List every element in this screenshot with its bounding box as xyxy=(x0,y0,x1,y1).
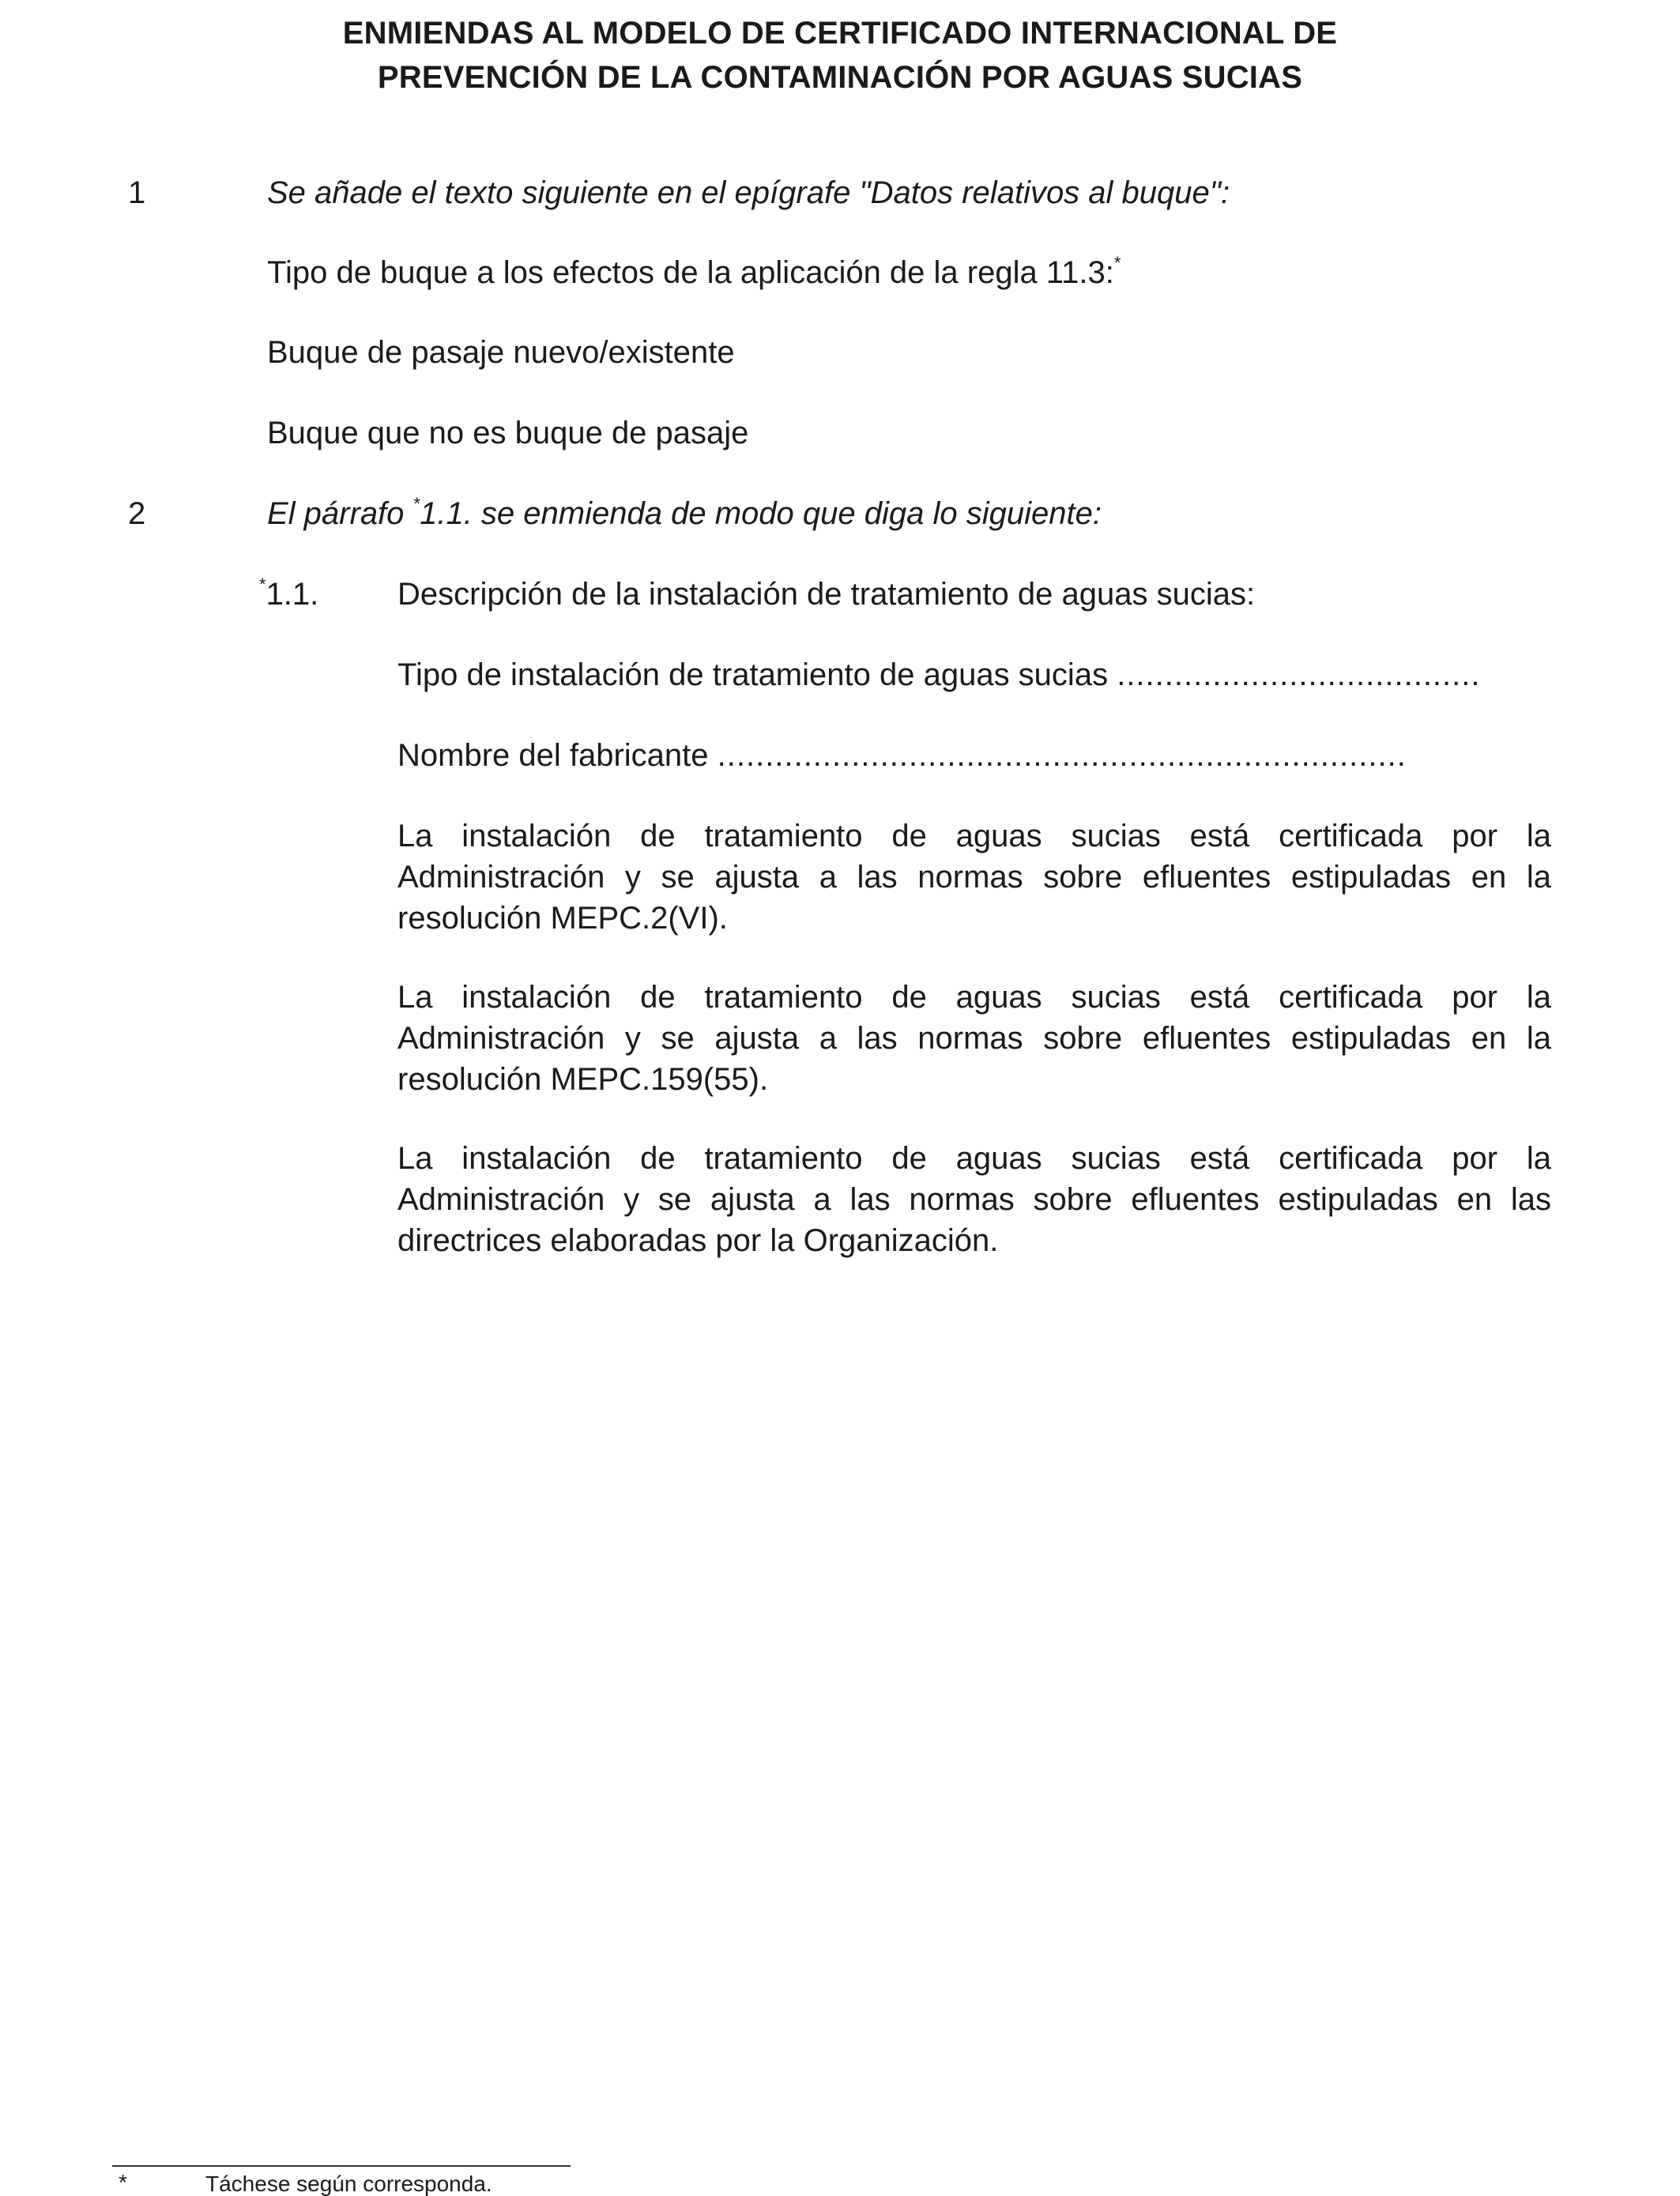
footnote-ref: * xyxy=(412,494,420,514)
footnote-rule xyxy=(112,2165,571,2167)
ship-type-label-text: Tipo de buque a los efectos de la aplicación de la regla 11.3: xyxy=(267,255,1114,290)
footnote-text: Táchese según corresponda. xyxy=(205,2172,492,2196)
certification-option-2: La instalación de tratamiento de aguas sucias está certificada por la Administración y se ajusta a las normas sobre efluentes estipuladas en la resolución MEPC.159(55). xyxy=(397,980,1551,1097)
item-1-intro: Se añade el texto siguiente en el epígrafe "Datos relativos al buque": xyxy=(267,175,1230,210)
field-plant-type-dots: ...................................... xyxy=(1117,657,1481,692)
item-2-intro-before: El párrafo xyxy=(267,496,413,531)
field-manufacturer xyxy=(397,736,1407,775)
sub-section-number xyxy=(259,574,318,614)
sub-section-number-text: 1.1. xyxy=(266,577,319,612)
field-plant-type-label: Tipo de instalación de tratamiento de aguas sucias xyxy=(397,657,1109,692)
footnote-ref: * xyxy=(259,574,266,594)
item-1-number: 1 xyxy=(128,175,146,210)
ship-option-non-passenger: Buque que no es buque de pasaje xyxy=(267,416,749,450)
field-manufacturer-dots: ........................................................................ xyxy=(717,738,1407,773)
footnote-ref: * xyxy=(1113,253,1121,273)
title-line-1: ENMIENDAS AL MODELO DE CERTIFICADO INTERNACIONAL DE xyxy=(342,16,1338,51)
ship-option-passenger: Buque de pasaje nuevo/existente xyxy=(267,335,735,370)
item-2-number: 2 xyxy=(128,496,146,531)
footnote-mark: * xyxy=(119,2170,127,2194)
item-2-intro xyxy=(267,494,1102,533)
sub-section-heading: Descripción de la instalación de tratamiento de aguas sucias: xyxy=(397,577,1256,612)
certification-option-3: La instalación de tratamiento de aguas sucias está certificada por la Administración y se ajusta a las normas sobre efluentes estipuladas en las directrices elaboradas por la Organización. xyxy=(397,1141,1551,1258)
document-title xyxy=(0,11,1680,100)
field-manufacturer-label: Nombre del fabricante xyxy=(397,738,709,773)
item-2-intro-after: 1.1. se enmienda de modo que diga lo siguiente: xyxy=(420,496,1102,531)
certification-option-1: La instalación de tratamiento de aguas sucias está certificada por la Administración y se ajusta a las normas sobre efluentes estipuladas en la resolución MEPC.2(VI). xyxy=(397,819,1551,936)
title-line-2: PREVENCIÓN DE LA CONTAMINACIÓN POR AGUAS SUCIAS xyxy=(377,60,1303,95)
field-plant-type xyxy=(397,655,1481,695)
ship-type-label xyxy=(267,253,1121,292)
